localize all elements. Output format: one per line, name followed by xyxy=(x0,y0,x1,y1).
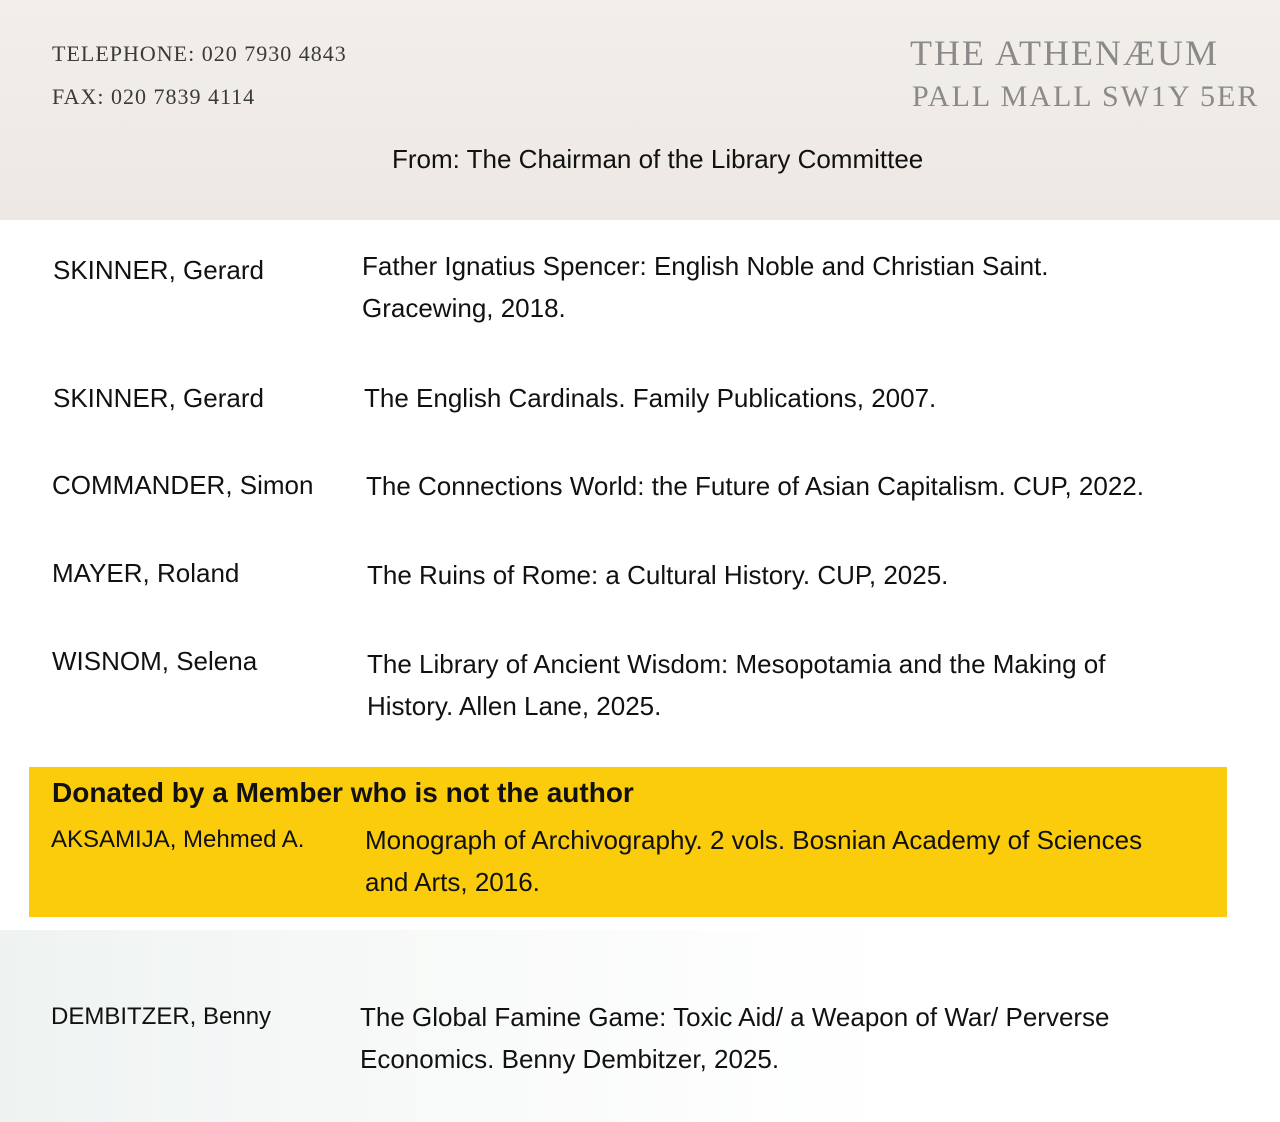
entry-author: AKSAMIJA, Mehmed A. xyxy=(51,826,305,853)
telephone-number: TELEPHONE: 020 7930 4843 xyxy=(52,41,347,66)
entry-author: SKINNER, Gerard xyxy=(53,383,264,413)
entry-title-line: The Connections World: the Future of Asian Capitalism. CUP, 2022. xyxy=(366,471,1144,501)
entry-title-line: Gracewing, 2018. xyxy=(362,293,566,323)
entry-title xyxy=(367,554,1227,596)
entry-title-line: Economics. Benny Dembitzer, 2025. xyxy=(360,1044,780,1074)
donated-heading: Donated by a Member who is not the author xyxy=(52,777,634,808)
club-address: PALL MALL SW1Y 5ER xyxy=(912,80,1260,113)
entry-title-line: Father Ignatius Spencer: English Noble and Christian Saint. xyxy=(362,251,1049,281)
entry-title-line: The Global Famine Game: Toxic Aid/ a Weapon of War/ Perverse xyxy=(360,1002,1110,1032)
entry-title-line: History. Allen Lane, 2025. xyxy=(367,691,662,721)
entry-title-line: The Library of Ancient Wisdom: Mesopotamia and the Making of xyxy=(367,649,1106,679)
entry-author: SKINNER, Gerard xyxy=(53,255,264,285)
club-name: THE ATHENÆUM xyxy=(910,33,1219,73)
fax-number: FAX: 020 7839 4114 xyxy=(52,84,256,109)
entry-author: MAYER, Roland xyxy=(52,558,240,588)
entry-title xyxy=(360,996,1220,1080)
entry-title-line: and Arts, 2016. xyxy=(365,867,540,897)
entry-title-line: The English Cardinals. Family Publications, 2007. xyxy=(364,383,937,413)
entry-title xyxy=(367,643,1227,727)
entry-author: WISNOM, Selena xyxy=(52,646,258,676)
entry-author: COMMANDER, Simon xyxy=(52,470,314,500)
entry-title xyxy=(362,245,1222,329)
entry-title-line: The Ruins of Rome: a Cultural History. CUP, 2025. xyxy=(367,560,949,590)
entry-title xyxy=(365,819,1225,903)
entry-title xyxy=(364,377,1224,419)
from-line: From: The Chairman of the Library Committee xyxy=(392,144,924,174)
entry-author: DEMBITZER, Benny xyxy=(51,1003,272,1030)
entry-title-line: Monograph of Archivography. 2 vols. Bosnian Academy of Sciences xyxy=(365,825,1143,855)
entry-title xyxy=(366,465,1226,507)
